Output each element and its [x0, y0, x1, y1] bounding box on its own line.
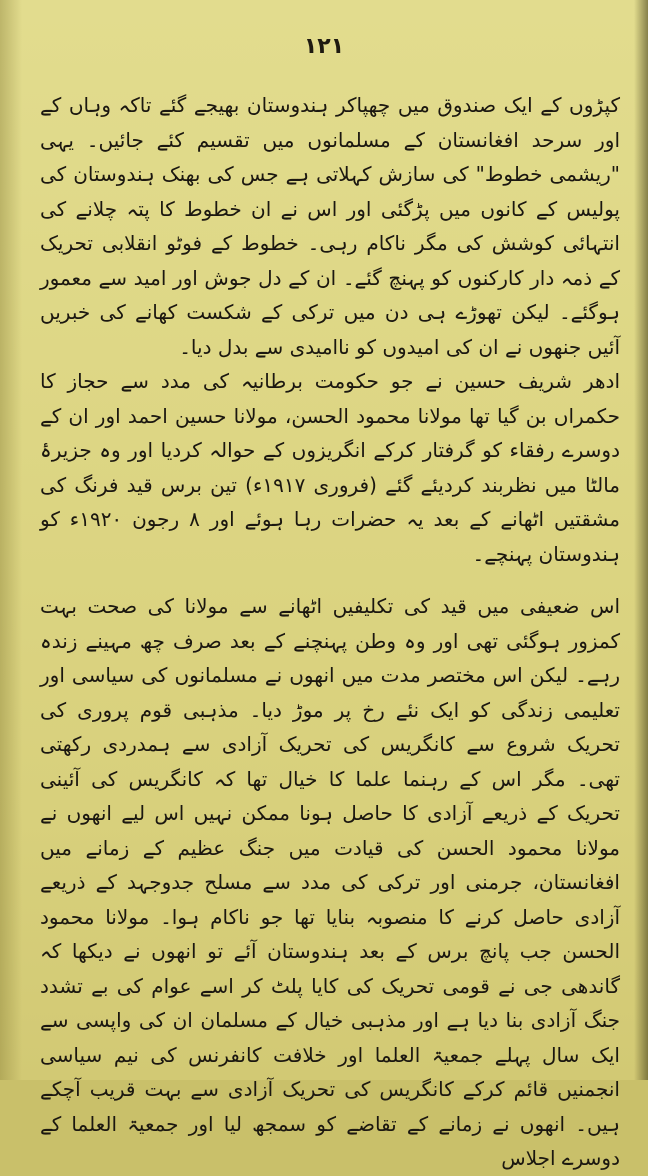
page-number: ۱۲۱: [303, 34, 345, 59]
paragraph-return-and-congress: اس ضعیفی میں قید کی تکلیفیں اٹھانے سے مولانا کی صحت بہت کمزور ہوگئی تھی اور وہ وطن پہنچنے کے بعد صرف چھ مہینے زندہ رہے۔ لیکن اس مختصر مدت میں انھوں نے مسلمانوں کی سیاسی اور تعلیمی زندگی کو ایک نئے رخ پر موڑ دیا۔ مذہبی قوم پروری کی تحریک شروع سے کانگریس کی تحریک آزادی سے ہمدردی رکھتی تھی۔ مگر اس کے رہنما علما کا خیال تھا کہ کانگریس کی آئینی تحریک کے ذریعے آزادی کا حاصل ہونا ممکن نہیں اس لیے انھوں نے مولانا محمود الحسن کی قیادت میں جنگ عظیم کے زمانے میں افغانستان، جرمنی اور ترکی کی مدد سے مسلح جدوجہد کے ذریعے آزادی حاصل کرنے کا منصوبہ بنایا تھا جو ناکام ہوا۔ مولانا محمود الحسن جب پانچ برس کے بعد ہندوستان آئے تو انھوں نے دیکھا کہ گاندھی جی نے قومی تحریک کی کایا پلٹ کر اسے عوام کی بے تشدد جنگ آزادی بنا دیا ہے اور مذہبی خیال کے مسلمان ان کی واپسی سے ایک سال پہلے جمعیۃ العلما اور خلافت کانفرنس کی نیم سیاسی انجمنیں قائم کرکے کانگریس کی تحریک آزادی سے بہت قریب آچکے ہیں۔ انھوں نے زمانے کے تقاضے کو سمجھ لیا اور جمعیۃ العلما کے دوسرے اجلاس: [40, 594, 620, 1170]
paragraph-silk-letters: کپڑوں کے ایک صندوق میں چھپاکر ہندوستان بھیجے گئے تاکہ وہاں کے اور سرحد افغانستان کے مسلمانوں میں تقسیم کئے جائیں۔ یہی "ریشمی خطوط" کی سازش کہلاتی ہے جس کی بھنک ہندوستان کی پولیس کے کانوں میں پڑگئی اور اس نے ان خطوط کا پتہ چلانے کی انتہائی کوشش کی مگر ناکام رہی۔ خطوط کے فوٹو انقلابی تحریک کے ذمہ دار کارکنوں کو پہنچ گئے۔ ان کے دل جوش اور امید سے معمور ہوگئے۔ لیکن تھوڑے ہی دن میں ترکی کے شکست کھانے کی خبریں آئیں جنھوں نے ان کی امیدوں کو ناامیدی سے بدل دیا۔: [40, 93, 620, 359]
paragraph-sharif-husain-arrest: ادھر شریف حسین نے جو حکومت برطانیہ کی مدد سے حجاز کا حکمراں بن گیا تھا مولانا محمود الحسن، مولانا حسین احمد اور ان کے دوسرے رفقاء کو گرفتار کرکے انگریزوں کے حوالہ کردیا اور وہ جزیرۂ مالٹا میں نظربند کردیئے گئے (فروری ۱۹۱۷ء) تین برس قید فرنگ کی مشقتیں اٹھانے کے بعد یہ حضرات رہا ہوئے اور ۸ رجون ۱۹۲۰ء کو ہندوستان پہنچے۔: [40, 369, 621, 566]
page-body: [40, 88, 620, 1176]
